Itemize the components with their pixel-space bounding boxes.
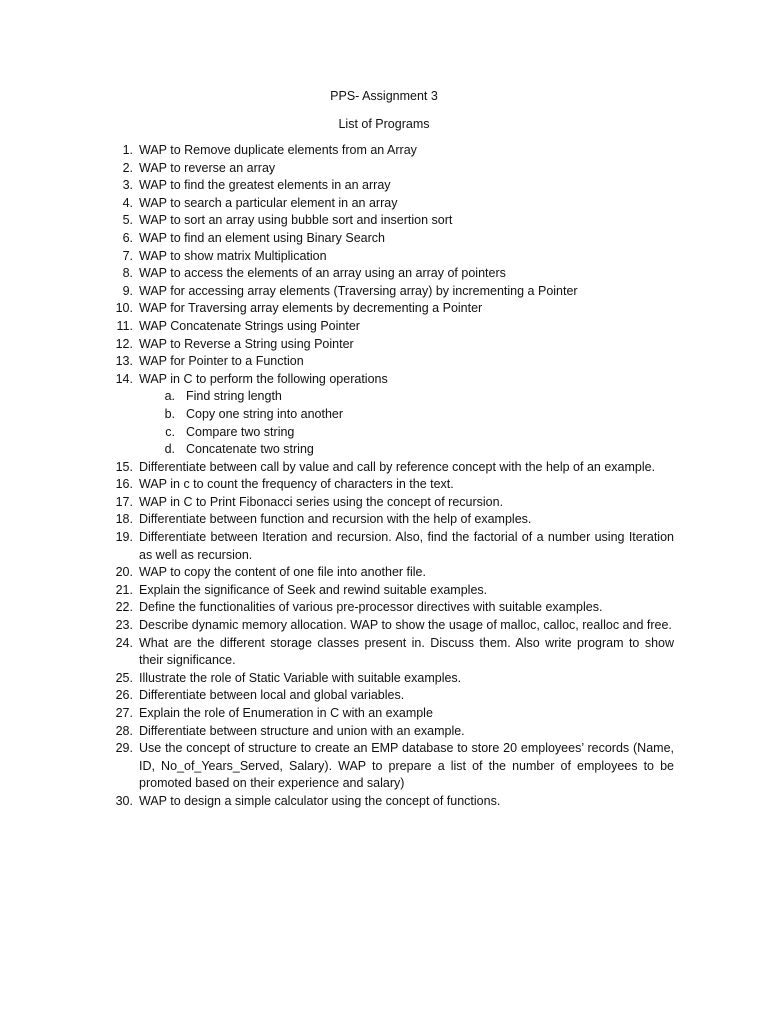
- list-item-text: WAP in C to perform the following operations: [139, 371, 388, 386]
- list-item-number: 29.: [115, 741, 133, 756]
- list-item: [102, 494, 674, 512]
- list-item-number: 23.: [115, 618, 133, 633]
- list-item-text: Use the concept of structure to create an EMP database to store 20 employees’ records (Name, ID, No_of_Years_Served, Salary). WAP to prepare a list of the number of employees to be promoted based on their experience and salary): [139, 741, 674, 791]
- list-item: [102, 670, 674, 688]
- sub-list-item-text: Concatenate two string: [186, 442, 314, 457]
- sub-list-item: [139, 441, 674, 459]
- list-item: [102, 230, 674, 248]
- list-item-number: 2.: [122, 160, 133, 175]
- list-item: [102, 353, 674, 371]
- program-list: [102, 142, 674, 811]
- document-subtitle: List of Programs: [338, 117, 430, 131]
- sub-list-item-letter: c.: [165, 424, 175, 439]
- list-item: [102, 283, 674, 301]
- list-item: [102, 248, 674, 266]
- list-item-text: WAP to find an element using Binary Search: [139, 230, 385, 245]
- list-item-text: WAP for Traversing array elements by decrementing a Pointer: [139, 301, 483, 316]
- document-title: PPS- Assignment 3: [330, 89, 438, 103]
- list-item-number: 10.: [115, 301, 133, 316]
- sub-list-item-text: Copy one string into another: [186, 406, 344, 421]
- list-item-text: WAP to sort an array using bubble sort and insertion sort: [139, 213, 453, 228]
- list-item-number: 26.: [115, 688, 133, 703]
- list-item-number: 5.: [122, 213, 133, 228]
- list-item: [102, 300, 674, 318]
- list-item-number: 12.: [115, 336, 133, 351]
- list-item-number: 4.: [122, 195, 133, 210]
- list-item: [102, 318, 674, 336]
- list-item: [102, 142, 674, 160]
- list-item: [102, 459, 674, 477]
- list-item: [102, 476, 674, 494]
- list-item-text: WAP for accessing array elements (Traversing array) by incrementing a Pointer: [139, 283, 578, 298]
- list-item-number: 1.: [122, 143, 133, 157]
- sub-list-item-letter: a.: [164, 389, 175, 404]
- list-item-number: 7.: [122, 248, 133, 263]
- list-item-text: Illustrate the role of Static Variable with suitable examples.: [139, 670, 462, 685]
- list-item: [102, 265, 674, 283]
- list-item-number: 14.: [115, 371, 133, 386]
- sub-list-item-text: Find string length: [186, 389, 282, 404]
- list-item-text: WAP to copy the content of one file into another file.: [139, 565, 426, 580]
- list-item-text: WAP to show matrix Multiplication: [139, 248, 327, 263]
- list-item-number: 27.: [115, 706, 133, 720]
- sub-list-item: [139, 424, 674, 442]
- sub-list: [139, 388, 674, 458]
- list-item-number: 24.: [115, 635, 133, 650]
- list-item-number: 30.: [115, 793, 133, 808]
- list-item-number: 25.: [115, 670, 133, 685]
- list-item-number: 15.: [115, 459, 133, 474]
- sub-list-item: [139, 388, 674, 406]
- list-item-text: Describe dynamic memory allocation. WAP to show the usage of malloc, calloc, realloc and free.: [139, 618, 672, 633]
- list-item: [102, 723, 674, 741]
- list-item-text: Differentiate between structure and union with an example.: [139, 723, 465, 738]
- list-item: [102, 599, 674, 617]
- list-item: [102, 705, 674, 723]
- list-item-number: 13.: [115, 354, 133, 369]
- list-item-text: Explain the role of Enumeration in C with an example: [139, 706, 433, 720]
- list-item-text: WAP to find the greatest elements in an array: [139, 178, 391, 193]
- list-item: [102, 511, 674, 529]
- list-item-number: 28.: [115, 723, 133, 738]
- list-item-text: Differentiate between function and recursion with the help of examples.: [139, 512, 532, 527]
- list-item-text: WAP to Remove duplicate elements from an Array: [139, 143, 417, 157]
- list-item-text: WAP to access the elements of an array using an array of pointers: [139, 266, 506, 281]
- list-item-number: 6.: [122, 230, 133, 245]
- list-item-text: WAP Concatenate Strings using Pointer: [139, 318, 360, 333]
- list-item: [102, 582, 674, 600]
- list-item: [102, 617, 674, 635]
- sub-list-item-letter: b.: [164, 406, 175, 421]
- list-item-number: 17.: [115, 494, 133, 509]
- list-item: [102, 160, 674, 178]
- list-item: [102, 793, 674, 811]
- list-item-number: 11.: [116, 318, 133, 333]
- list-item-number: 20.: [115, 565, 133, 580]
- list-item-text: WAP to design a simple calculator using the concept of functions.: [139, 793, 501, 808]
- list-item-number: 3.: [122, 178, 133, 193]
- list-item-number: 22.: [115, 600, 133, 615]
- list-item-text: Explain the significance of Seek and rewind suitable examples.: [139, 582, 488, 597]
- sub-list-item-letter: d.: [164, 442, 175, 457]
- list-item-number: 9.: [122, 283, 133, 298]
- list-item-number: 21.: [115, 582, 133, 597]
- list-item-number: 16.: [115, 477, 133, 492]
- list-item-text: WAP to search a particular element in an array: [139, 195, 398, 210]
- list-item: [102, 635, 674, 670]
- list-item-text: WAP to Reverse a String using Pointer: [139, 336, 354, 351]
- list-item: [102, 371, 674, 459]
- list-item: [102, 564, 674, 582]
- list-item: [102, 336, 674, 354]
- list-item-text: Differentiate between Iteration and recursion. Also, find the factorial of a number using Iteration as well as recursion.: [139, 530, 674, 562]
- list-item-text: Differentiate between local and global variables.: [139, 688, 405, 703]
- list-item: [102, 195, 674, 213]
- list-item: [102, 687, 674, 705]
- list-item: [102, 212, 674, 230]
- list-item-number: 19.: [115, 530, 133, 545]
- sub-list-item-text: Compare two string: [186, 424, 295, 439]
- list-item-text: WAP in C to Print Fibonacci series using the concept of recursion.: [139, 494, 504, 509]
- list-item: [102, 177, 674, 195]
- list-item: [102, 529, 674, 564]
- sub-list-item: [139, 406, 674, 424]
- list-item-text: Define the functionalities of various pre-processor directives with suitable examples.: [139, 600, 603, 615]
- list-item-number: 8.: [122, 266, 133, 281]
- list-item-number: 18.: [115, 512, 133, 527]
- list-item-text: WAP for Pointer to a Function: [139, 354, 304, 369]
- list-item-text: Differentiate between call by value and call by reference concept with the help of an example.: [139, 459, 656, 474]
- list-item-text: WAP to reverse an array: [139, 160, 276, 175]
- list-item: [102, 740, 674, 793]
- list-item-text: WAP in c to count the frequency of characters in the text.: [139, 477, 454, 492]
- list-item-text: What are the different storage classes present in. Discuss them. Also write program to show their significance.: [139, 635, 674, 668]
